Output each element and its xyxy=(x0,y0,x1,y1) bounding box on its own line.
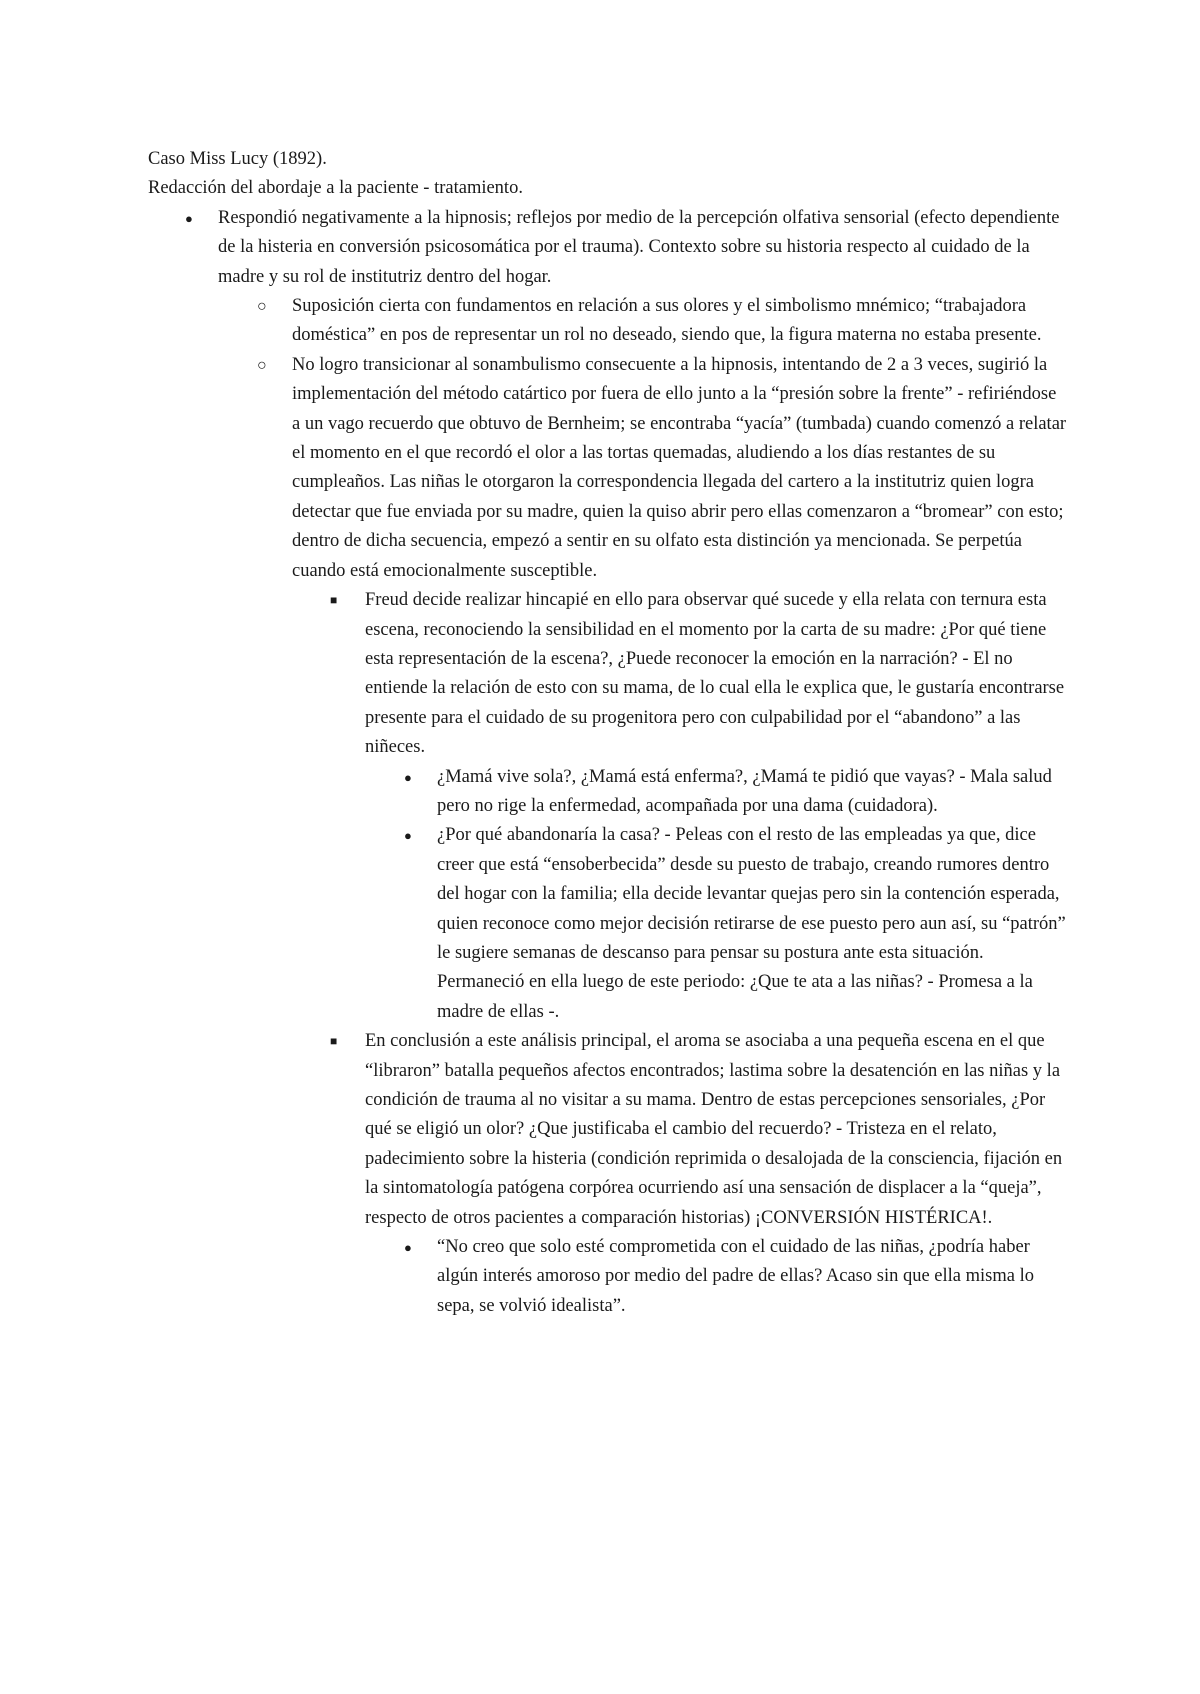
list-item-text: Respondió negativamente a la hipnosis; reflejos por medio de la percepción olfativa sensorial (efecto dependiente de la histeria en conversión psicosomática por el trauma). Contexto sobre su historia respecto al cuidado de la madre y su rol de institutriz dentro del hogar. xyxy=(218,207,1060,287)
list-item-text: No logro transicionar al sonambulismo consecuente a la hipnosis, intentando de 2 a 3 veces, sugirió la implementación del método catártico por fuera de ello junto a la “presión sobre la frente” - refiriéndose a un vago recuerdo que obtuvo de Bernheim; se encontraba “yacía” (tumbada) cuando comenzó a relatar el momento en el que recordó el olor a las tortas quemadas, aludiendo a los días restantes de su cumpleaños. Las niñas le otorgaron la correspondencia llegada del cartero a la institutriz quien logra detectar que fue enviada por su madre, quien la quiso abrir pero ellas comenzaron a “bromear” con esto; dentro de dicha secuencia, empezó a sentir en su olfato esta distinción ya mencionada. Se perpetúa cuando está emocionalmente susceptible. xyxy=(292,354,1067,581)
list-item-text: ¿Mamá vive sola?, ¿Mamá está enferma?, ¿Mamá te pidió que vayas? - Mala salud pero no rige la enfermedad, acompañada por una dama (cuidadora). xyxy=(437,766,1052,816)
document-subtitle: Redacción del abordaje a la paciente - tratamiento. xyxy=(148,178,523,199)
bullet-list-level-4 xyxy=(404,1233,1068,1321)
list-item xyxy=(404,763,1068,822)
bullet-list-level-3 xyxy=(330,586,1068,1321)
document-body xyxy=(148,145,1068,1321)
list-item xyxy=(257,351,1068,1321)
bullet-list-level-4 xyxy=(404,763,1068,1028)
list-item-text: “No creo que solo esté comprometida con el cuidado de las niñas, ¿podría haber algún interés amoroso por medio del padre de ellas? Acaso sin que ella misma lo sepa, se volvió idealista”. xyxy=(437,1237,1034,1316)
document-title: Caso Miss Lucy (1892). xyxy=(148,149,327,169)
list-item xyxy=(330,586,1068,1027)
hollow-bullet-icon: ○ xyxy=(257,356,267,374)
square-bullet-icon: ■ xyxy=(330,593,338,608)
list-item xyxy=(185,204,1068,1321)
list-item-text: Freud decide realizar hincapié en ello para observar qué sucede y ella relata con ternura esta escena, reconociendo la sensibilidad en el momento por la carta de su madre: ¿Por qué tiene esta representación de la escena?, ¿Puede reconocer la emoción en la narración? - El no entiende la relación de esto con su mama, de lo cual ella le explica que, le gustaría encontrarse presente para el cuidado de su progenitora pero con culpabilidad por el “abandono” a las niñeces. xyxy=(365,590,1065,758)
filled-bullet-icon: ● xyxy=(404,1240,412,1256)
filled-bullet-icon: ● xyxy=(404,828,412,844)
list-item xyxy=(404,821,1068,1027)
hollow-bullet-icon: ○ xyxy=(257,298,267,316)
list-item-text: Suposición cierta con fundamentos en relación a sus olores y el simbolismo mnémico; “trabajadora doméstica” en pos de representar un rol no deseado, siendo que, la figura materna no estaba presente. xyxy=(292,296,1042,346)
list-item-text: ¿Por qué abandonaría la casa? - Peleas con el resto de las empleadas ya que, dice creer que está “ensoberbecida” desde su puesto de trabajo, creando rumores dentro del hogar con la familia; ella decide levantar quejas pero sin la contención esperada, quien reconoce como mejor decisión retirarse de ese puesto pero aun así, su “patrón” le sugiere semanas de descanso para pensar su postura ante esta situación. Permaneció en ella luego de este periodo: ¿Que te ata a las niñas? - Promesa a la madre de ellas -. xyxy=(437,825,1066,1022)
filled-bullet-icon: ● xyxy=(404,769,412,785)
list-item xyxy=(330,1027,1068,1321)
list-item xyxy=(404,1233,1068,1321)
bullet-list-level-1 xyxy=(185,204,1068,1321)
list-item-text: En conclusión a este análisis principal, el aroma se asociaba a una pequeña escena en el que “libraron” batalla pequeños afectos encontrados; lastima sobre la desatención en las niñas y la condición de trauma al no visitar a su mama. Dentro de estas percepciones sensoriales, ¿Por qué se eligió un olor? ¿Que justificaba el cambio del recuerdo? - Tristeza en el relato, padecimiento sobre la histeria (condición reprimida o desalojada de la consciencia, fijación en la sintomatología patógena corpórea ocurriendo así una sensación de displacer a la “queja”, respecto de otros pacientes a comparación historias) ¡CONVERSIÓN HISTÉRICA!. xyxy=(365,1031,1063,1228)
square-bullet-icon: ■ xyxy=(330,1034,338,1049)
filled-bullet-icon: ● xyxy=(185,210,193,226)
list-item xyxy=(257,292,1068,351)
bullet-list-level-2 xyxy=(257,292,1068,1321)
